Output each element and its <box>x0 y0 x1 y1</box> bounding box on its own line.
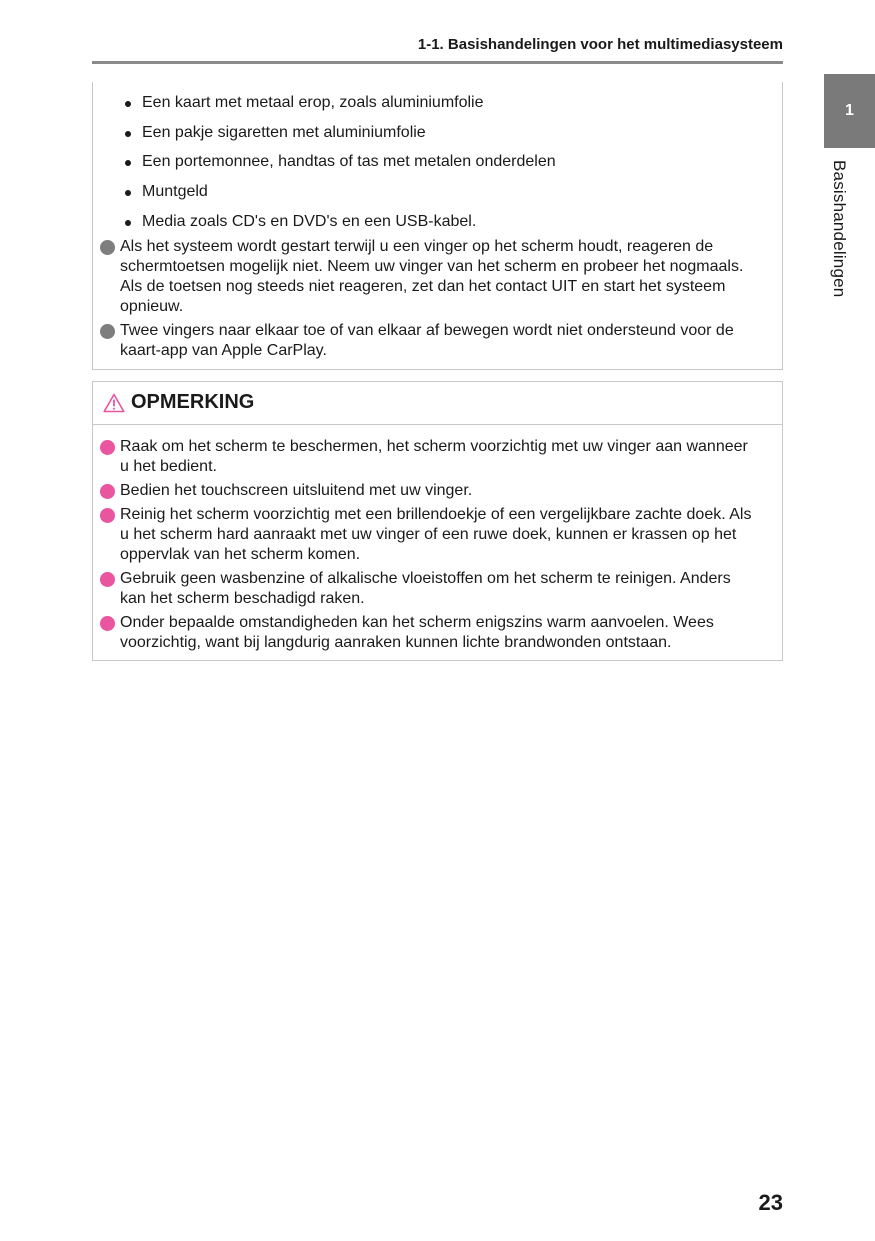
page-header-title: 1-1. Basishandelingen voor het multimediasysteem <box>417 36 783 53</box>
chapter-label: Basishandelingen <box>830 160 849 298</box>
notice-item: Bedien het touchscreen uitsluitend met uw vinger. <box>120 481 775 501</box>
notice-item: Onder bepaalde omstandigheden kan het scherm enigszins warm aanvoelen. Wees voorzichtig, want bij langdurig aanraken kunnen lichte brandwonden ontstaan. <box>120 613 775 653</box>
notice-item: Gebruik geen wasbenzine of alkalische vloeistoffen om het scherm te reinigen. Anders kan het scherm beschadigd raken. <box>120 569 775 609</box>
bullet-dot-icon <box>125 131 131 137</box>
pink-bullet-icon <box>100 508 115 523</box>
bullet-dot-icon <box>125 160 131 166</box>
notice-item: Raak om het scherm te beschermen, het scherm voorzichtig met uw vinger aan wanneer u het bedient. <box>120 437 775 477</box>
chapter-number: 1 <box>845 102 854 119</box>
header-rule <box>92 61 783 64</box>
warning-triangle-icon <box>103 393 125 413</box>
pink-bullet-icon <box>100 572 115 587</box>
grey-bullet-icon <box>100 324 115 339</box>
notice-item: Reinig het scherm voorzichtig met een brillendoekje of een vergelijkbare zachte doek. Als u het scherm hard aanraakt met uw vinger of een ruwe doek, kunnen er krassen op het oppervlak van het scherm komen. <box>120 505 775 565</box>
pink-bullet-icon <box>100 616 115 631</box>
notice-box <box>92 381 783 661</box>
pink-bullet-icon <box>100 440 115 455</box>
info-paragraph: Twee vingers naar elkaar toe of van elkaar af bewegen wordt niet ondersteund voor de kaart-app van Apple CarPlay. <box>120 321 775 361</box>
grey-bullet-icon <box>100 240 115 255</box>
notice-title: OPMERKING <box>131 391 255 413</box>
info-box: Een kaart met metaal erop, zoals aluminiumfolie Een pakje sigaretten met aluminiumfolie Een portemonnee, handtas of tas met metalen onderdelen Muntgeld Media zoals CD's en DVD's en een USB-kabel. Als het systeem wordt gestart terwijl u een vinger op het scherm houdt, reageren de schermtoetsen mogelijk niet. Neem uw vinger van het scherm en probeer het nogmaals. Als de toetsen nog steeds niet reageren, zet dan het contact UIT en start het systeem opnieuw. Twee vingers naar elkaar toe of van elkaar af bewegen wordt niet ondersteund voor de kaart-app van Apple CarPlay. <box>92 82 783 370</box>
bullet-dot-icon <box>125 101 131 107</box>
notice-header <box>93 382 782 425</box>
page-number: 23 <box>758 1190 783 1215</box>
bullet-dot-icon <box>125 190 131 196</box>
chapter-tab <box>824 74 875 148</box>
info-paragraph: Als het systeem wordt gestart terwijl u een vinger op het scherm houdt, reageren de schermtoetsen mogelijk niet. Neem uw vinger van het scherm en probeer het nogmaals. Als de toetsen nog steeds niet reageren, zet dan het contact UIT en start het systeem opnieuw. <box>120 237 775 317</box>
pink-bullet-icon <box>100 484 115 499</box>
bullet-dot-icon <box>125 220 131 226</box>
